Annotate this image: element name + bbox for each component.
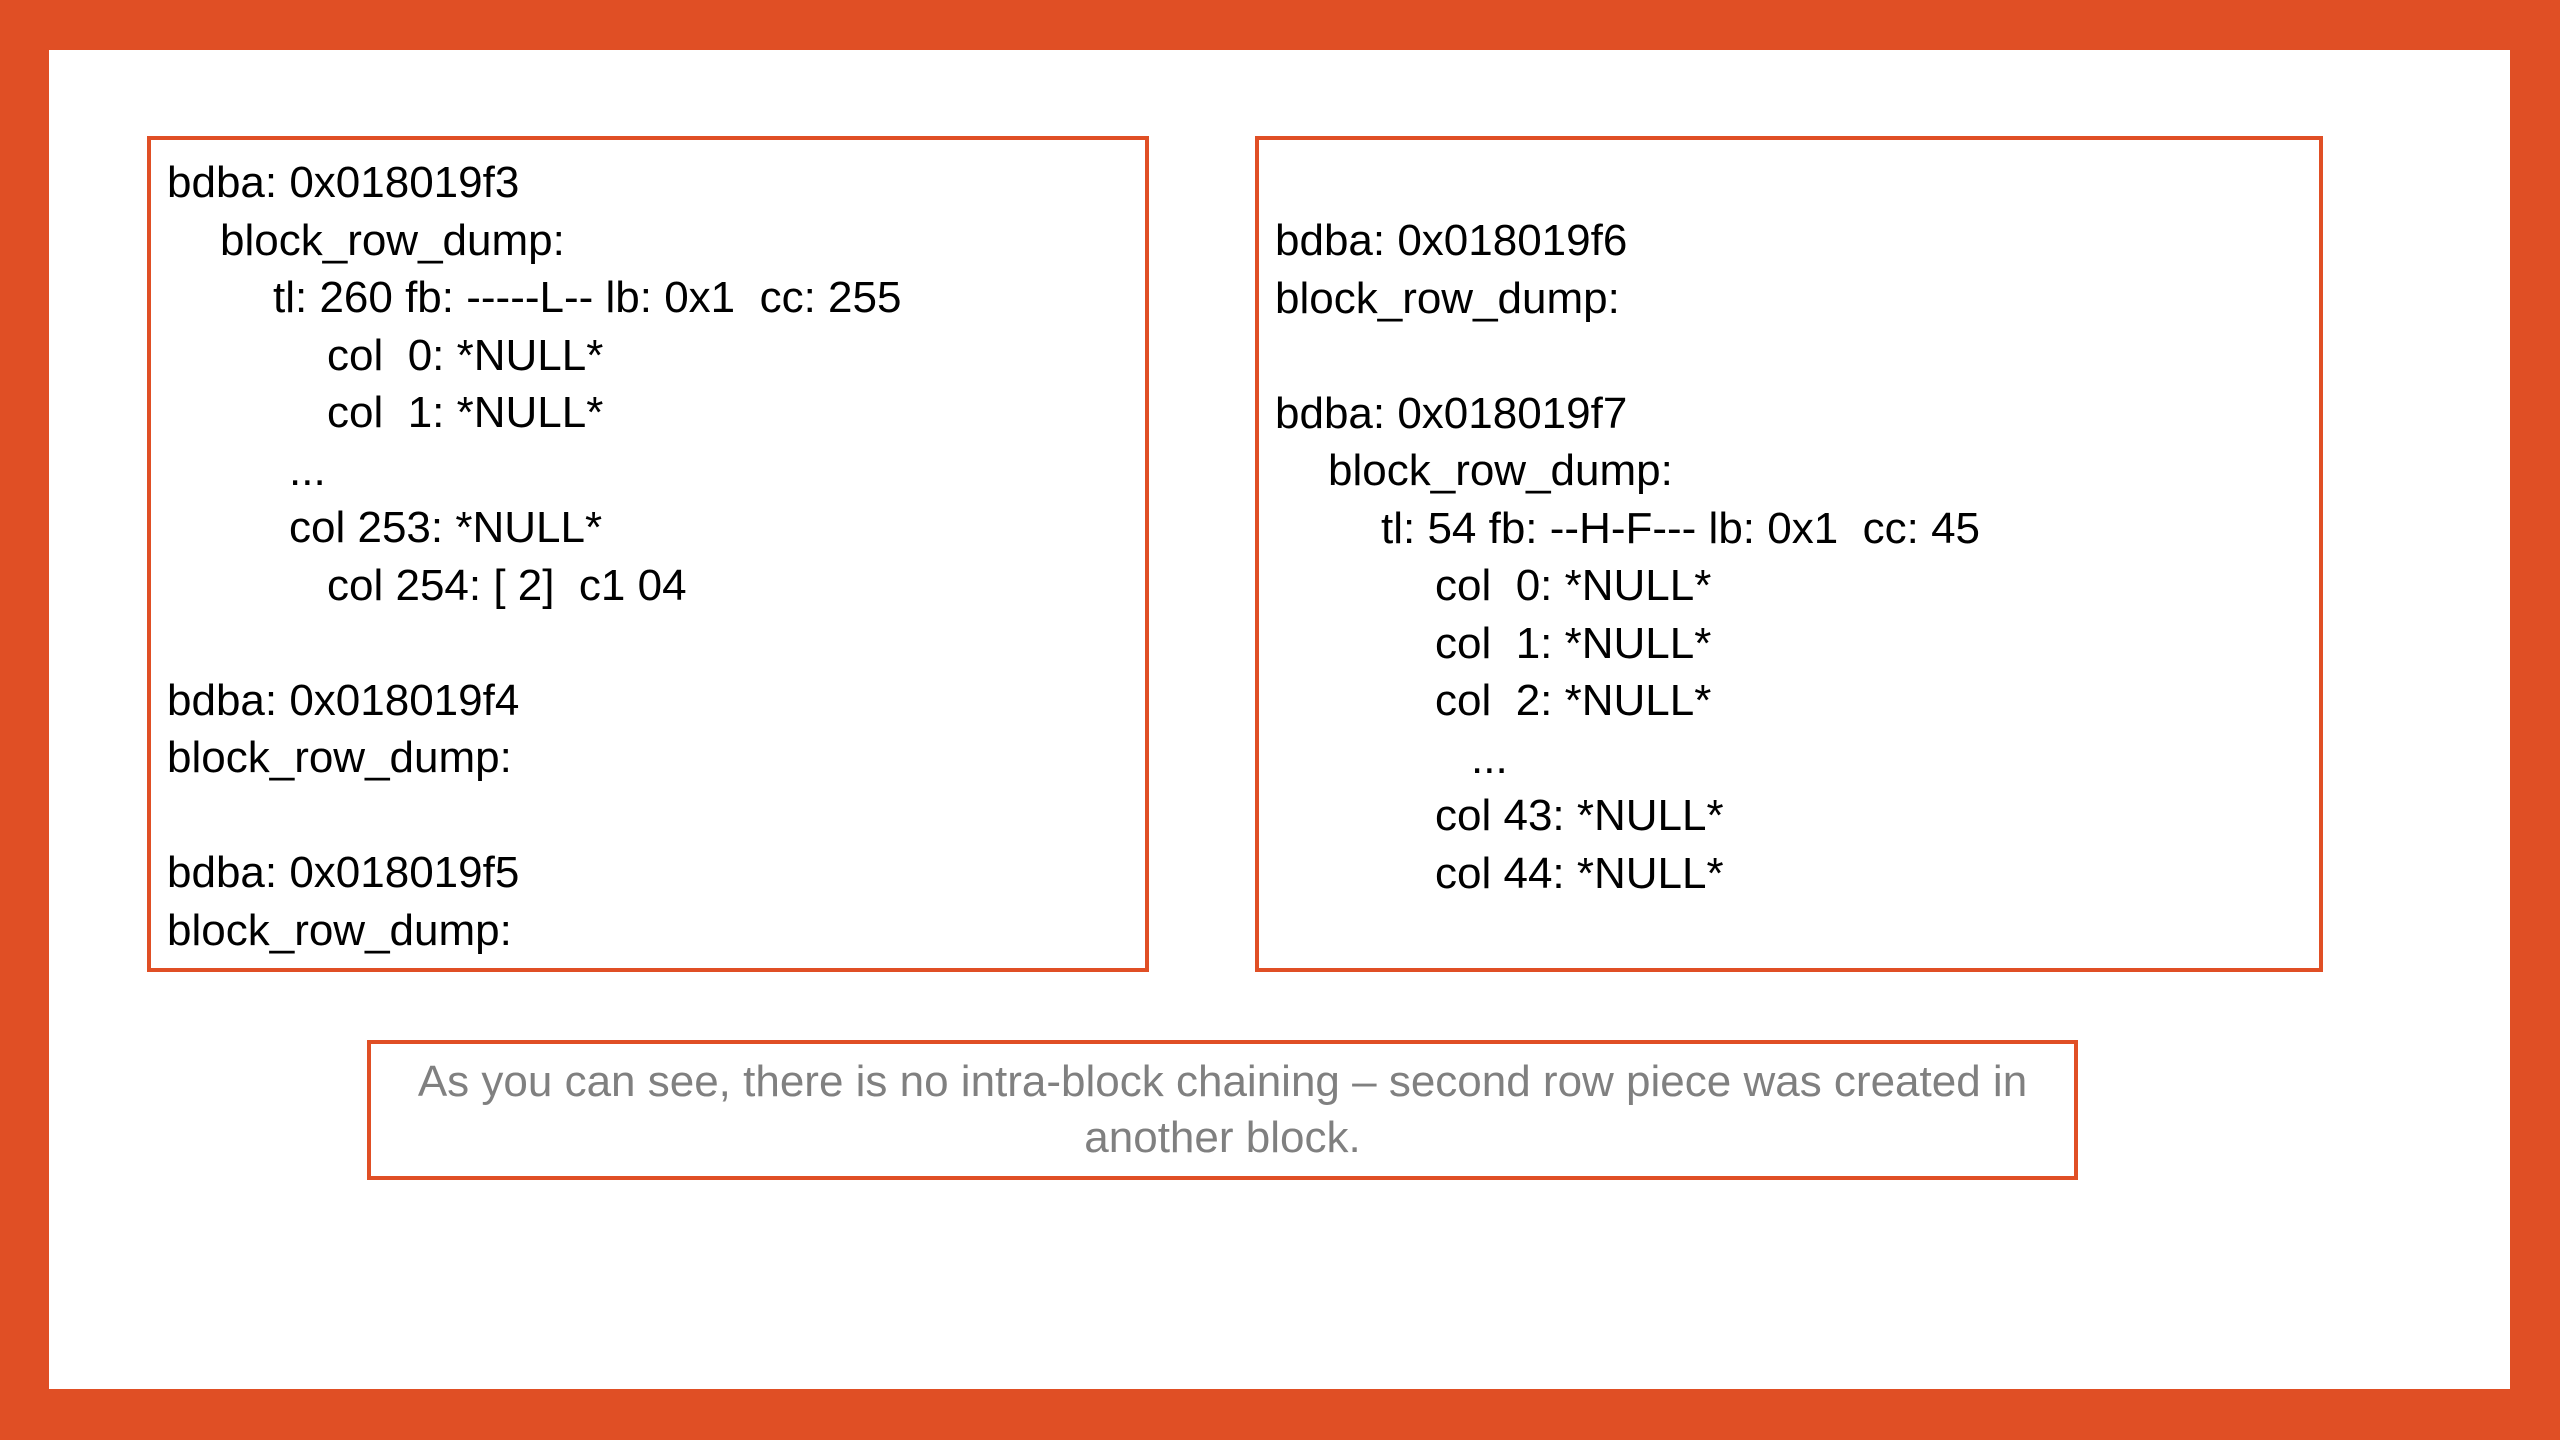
dump-line: bdba: 0x018019f3 <box>167 158 520 207</box>
blank-line <box>167 787 1145 845</box>
dump-line: col 253: *NULL* <box>289 503 603 552</box>
dump-line: block_row_dump: <box>167 905 512 955</box>
dump-line: block_row_dump: <box>1275 273 1620 323</box>
dump-line: col 1: *NULL* <box>327 388 604 437</box>
caption-box <box>367 1040 2078 1180</box>
dump-line: tl: 260 fb: -----L-- lb: 0x1 cc: 255 <box>273 273 902 322</box>
dump-line: block_row_dump: <box>1328 446 1673 495</box>
caption-text: As you can see, there is no intra-block chaining – second row piece was created in another block. <box>417 1057 2028 1162</box>
dump-line: col 0: *NULL* <box>327 330 604 380</box>
dump-line: bdba: 0x018019f7 <box>1275 388 1628 438</box>
slide-canvas <box>49 50 2510 1389</box>
blank-line <box>1275 327 2319 385</box>
block-dump-panel-left <box>147 136 1149 972</box>
dump-line: block_row_dump: <box>167 733 512 782</box>
dump-line: block_row_dump: <box>220 215 565 265</box>
dump-line: ... <box>1471 733 1508 783</box>
dump-line: col 43: *NULL* <box>1435 791 1724 840</box>
dump-line: col 0: *NULL* <box>1435 561 1712 610</box>
dump-line: tl: 54 fb: --H-F--- lb: 0x1 cc: 45 <box>1381 503 1981 553</box>
block-dump-panel-right <box>1255 136 2323 972</box>
dump-line: col 44: *NULL* <box>1435 848 1724 898</box>
dump-line: col 2: *NULL* <box>1435 676 1712 725</box>
blank-line <box>167 614 1145 672</box>
dump-line: ... <box>289 445 326 495</box>
dump-line: col 254: [ 2] c1 04 <box>327 560 687 610</box>
dump-line: bdba: 0x018019f4 <box>167 675 520 725</box>
dump-line: bdba: 0x018019f6 <box>1275 216 1628 265</box>
dump-line: col 1: *NULL* <box>1435 618 1712 668</box>
dump-line: bdba: 0x018019f5 <box>167 848 520 897</box>
